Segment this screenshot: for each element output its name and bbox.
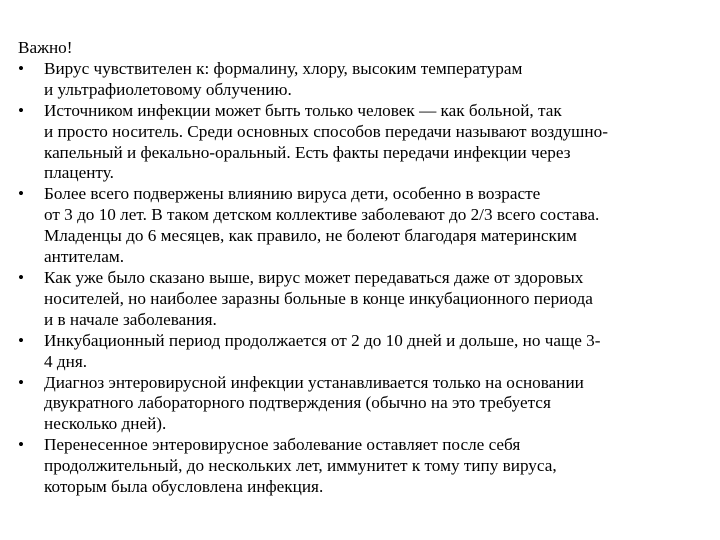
list-item-text-line: Перенесенное энтеровирусное заболевание оставляет после себя	[44, 435, 521, 455]
list-item-text-line: капельный и фекально-оральный. Есть факты передачи инфекции через	[44, 142, 571, 162]
list-item-text-line: антителам.	[44, 247, 125, 267]
list-item-text-line: продолжительный, до нескольких лет, иммунитет к тому типу вируса,	[44, 456, 557, 476]
list-item-text-line: носителей, но наиболее заразны больные в конце инкубационного периода	[44, 288, 593, 308]
list-item-text-line: Более всего подвержены влиянию вируса дети, особенно в возрасте	[44, 184, 541, 204]
bullet-icon: •	[18, 435, 25, 455]
list-item-text-line: Как уже было сказано выше, вирус может передаваться даже от здоровых	[44, 267, 584, 287]
list-item	[18, 435, 608, 498]
bullet-icon: •	[18, 372, 25, 392]
bullet-icon: •	[18, 58, 25, 78]
bullet-icon: •	[18, 100, 25, 120]
list-item-text-line: которым была обусловлена инфекция.	[44, 477, 324, 497]
list-item	[18, 59, 608, 101]
list-item-text-line: Диагноз энтеровирусной инфекции устанавливается только на основании	[44, 372, 584, 392]
list-item-text-line: от 3 до 10 лет. В таком детском коллективе заболевают до 2/3 всего состава.	[44, 205, 600, 225]
list-item-text-line: и просто носитель. Среди основных способов передачи называют воздушно-	[44, 121, 608, 141]
list-item-text-line: 4 дня.	[44, 351, 88, 371]
list-item	[18, 184, 608, 268]
bullet-list	[18, 59, 608, 498]
list-item-text-line: Вирус чувствителен к: формалину, хлору, высоким температурам	[44, 58, 523, 78]
list-item-text-line: несколько дней).	[44, 414, 167, 434]
list-item-text-line: и в начале заболевания.	[44, 309, 217, 329]
document-body	[18, 38, 608, 498]
list-item	[18, 373, 608, 436]
bullet-icon: •	[18, 184, 25, 204]
list-item-text-line: и ультрафиолетовому облучению.	[44, 79, 292, 99]
list-item	[18, 331, 608, 373]
list-item	[18, 101, 608, 185]
list-item-text-line: двукратного лабораторного подтверждения (обычно на это требуется	[44, 393, 551, 413]
bullet-icon: •	[18, 330, 25, 350]
list-item-text-line: Младенцы до 6 месяцев, как правило, не болеют благодаря материнским	[44, 226, 577, 246]
heading-important: Важно!	[18, 38, 73, 57]
list-item-text-line: плаценту.	[44, 163, 114, 183]
bullet-icon: •	[18, 267, 25, 287]
list-item	[18, 268, 608, 331]
list-item-text-line: Инкубационный период продолжается от 2 до 10 дней и дольше, но чаще 3-	[44, 330, 601, 350]
list-item-text-line: Источником инфекции может быть только человек — как больной, так	[44, 100, 562, 120]
